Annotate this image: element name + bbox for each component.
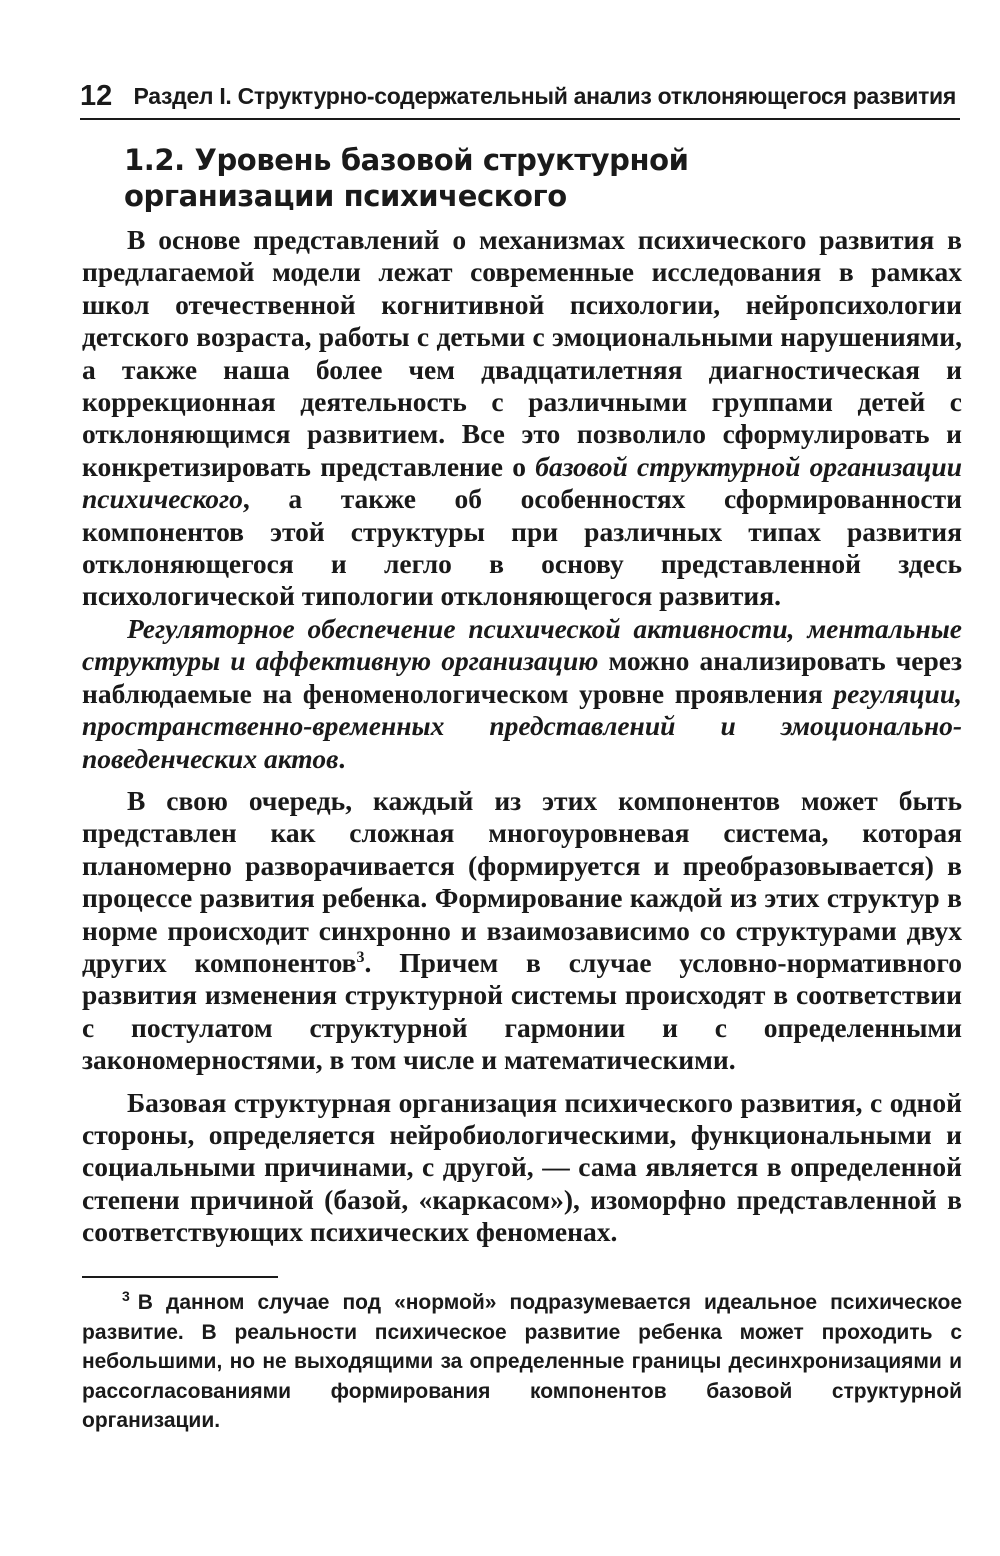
- paragraph-1-text-b: , а также об особенностях сформированности компонентов этой структуры при различных типах развития отклоняющегося и легло в основу представленной здесь психологической типологии отклоняющегося развития.: [82, 483, 962, 612]
- paragraph-3: [82, 785, 962, 1077]
- chapter-heading: [124, 142, 944, 214]
- paragraph-3-text-b: . Причем в случае условно-нормативного развития изменения структурной системы происходят в соответствии с постулатом структурной гармонии и с определенными закономерностями, в том числе и математическими.: [82, 946, 962, 1076]
- footnote-reference: 3: [356, 948, 365, 966]
- paragraph-2-emphasis-a: Регуляторное обеспечение психической активности, ментальные структуры и аффективную организацию: [82, 612, 962, 677]
- paragraph-4-text: Базовая структурная организация психического развития, с одной стороны, определяется нейробиологическими, функциональными и социальными причинами, с другой, — сама является в определенной степени причиной (базой, «каркасом»), изоморфно представленной в соответствующих психических феноменах.: [82, 1086, 962, 1248]
- paragraph-2-emphasis-b: регуляции, пространственно-временных представлений и эмоционально-поведенческих актов: [82, 677, 962, 774]
- footnote-number: 3: [122, 1288, 130, 1304]
- heading-line-2: организации психического: [124, 179, 567, 213]
- paragraph-1-emphasis: базовой структурной организации психического: [82, 450, 962, 515]
- footnote-text: В данном случае под «нормой» подразумевается идеальное психическое развитие. В реальности психическое развитие ребенка может проходить с небольшими, но не выходящими за определенные границы десинхронизациями и рассогласованиями формирования компонентов базовой структурной организации.: [82, 1291, 962, 1432]
- page-number: 12: [80, 80, 113, 112]
- footnote-divider: [82, 1276, 278, 1278]
- paragraph-3-text-a: В свою очередь, каждый из этих компонентов может быть представлен как сложная многоуровневая система, которая планомерно разворачивается (формируется и преобразовывается) в процессе развития ребенка. Формирование каждой из этих структур в норме происходит синхронно и взаимозависимо со структурами двух других компонентов: [82, 784, 962, 978]
- heading-line-1: 1.2. Уровень базовой структурной: [124, 143, 689, 177]
- footnote: [82, 1288, 962, 1436]
- paragraph-2: [82, 613, 962, 775]
- running-header: [80, 74, 960, 120]
- paragraph-2-text-b: .: [338, 742, 346, 774]
- paragraph-4: [82, 1087, 962, 1249]
- paragraph-1-text-a: В основе представлений о механизмах психического развития в предлагаемой модели лежат современные исследования в рамках школ отечественной когнитивной психологии, нейропсихологии детского возраста, работы с детьми с эмоциональными нарушениями, а также наша более чем двадцатилетняя диагностическая и коррекционная деятельность с различными группами детей с отклоняющимся развитием. Все это позволило сформулировать и конкретизировать представление о: [82, 224, 962, 482]
- section-title: Раздел I. Структурно-содержательный анализ отклоняющегося развития: [133, 83, 956, 109]
- paragraph-1: [82, 224, 962, 613]
- body-text: [82, 224, 962, 1249]
- paragraph-2-text-a: можно анализировать через наблюдаемые на феноменологическом уровне проявления: [82, 645, 963, 709]
